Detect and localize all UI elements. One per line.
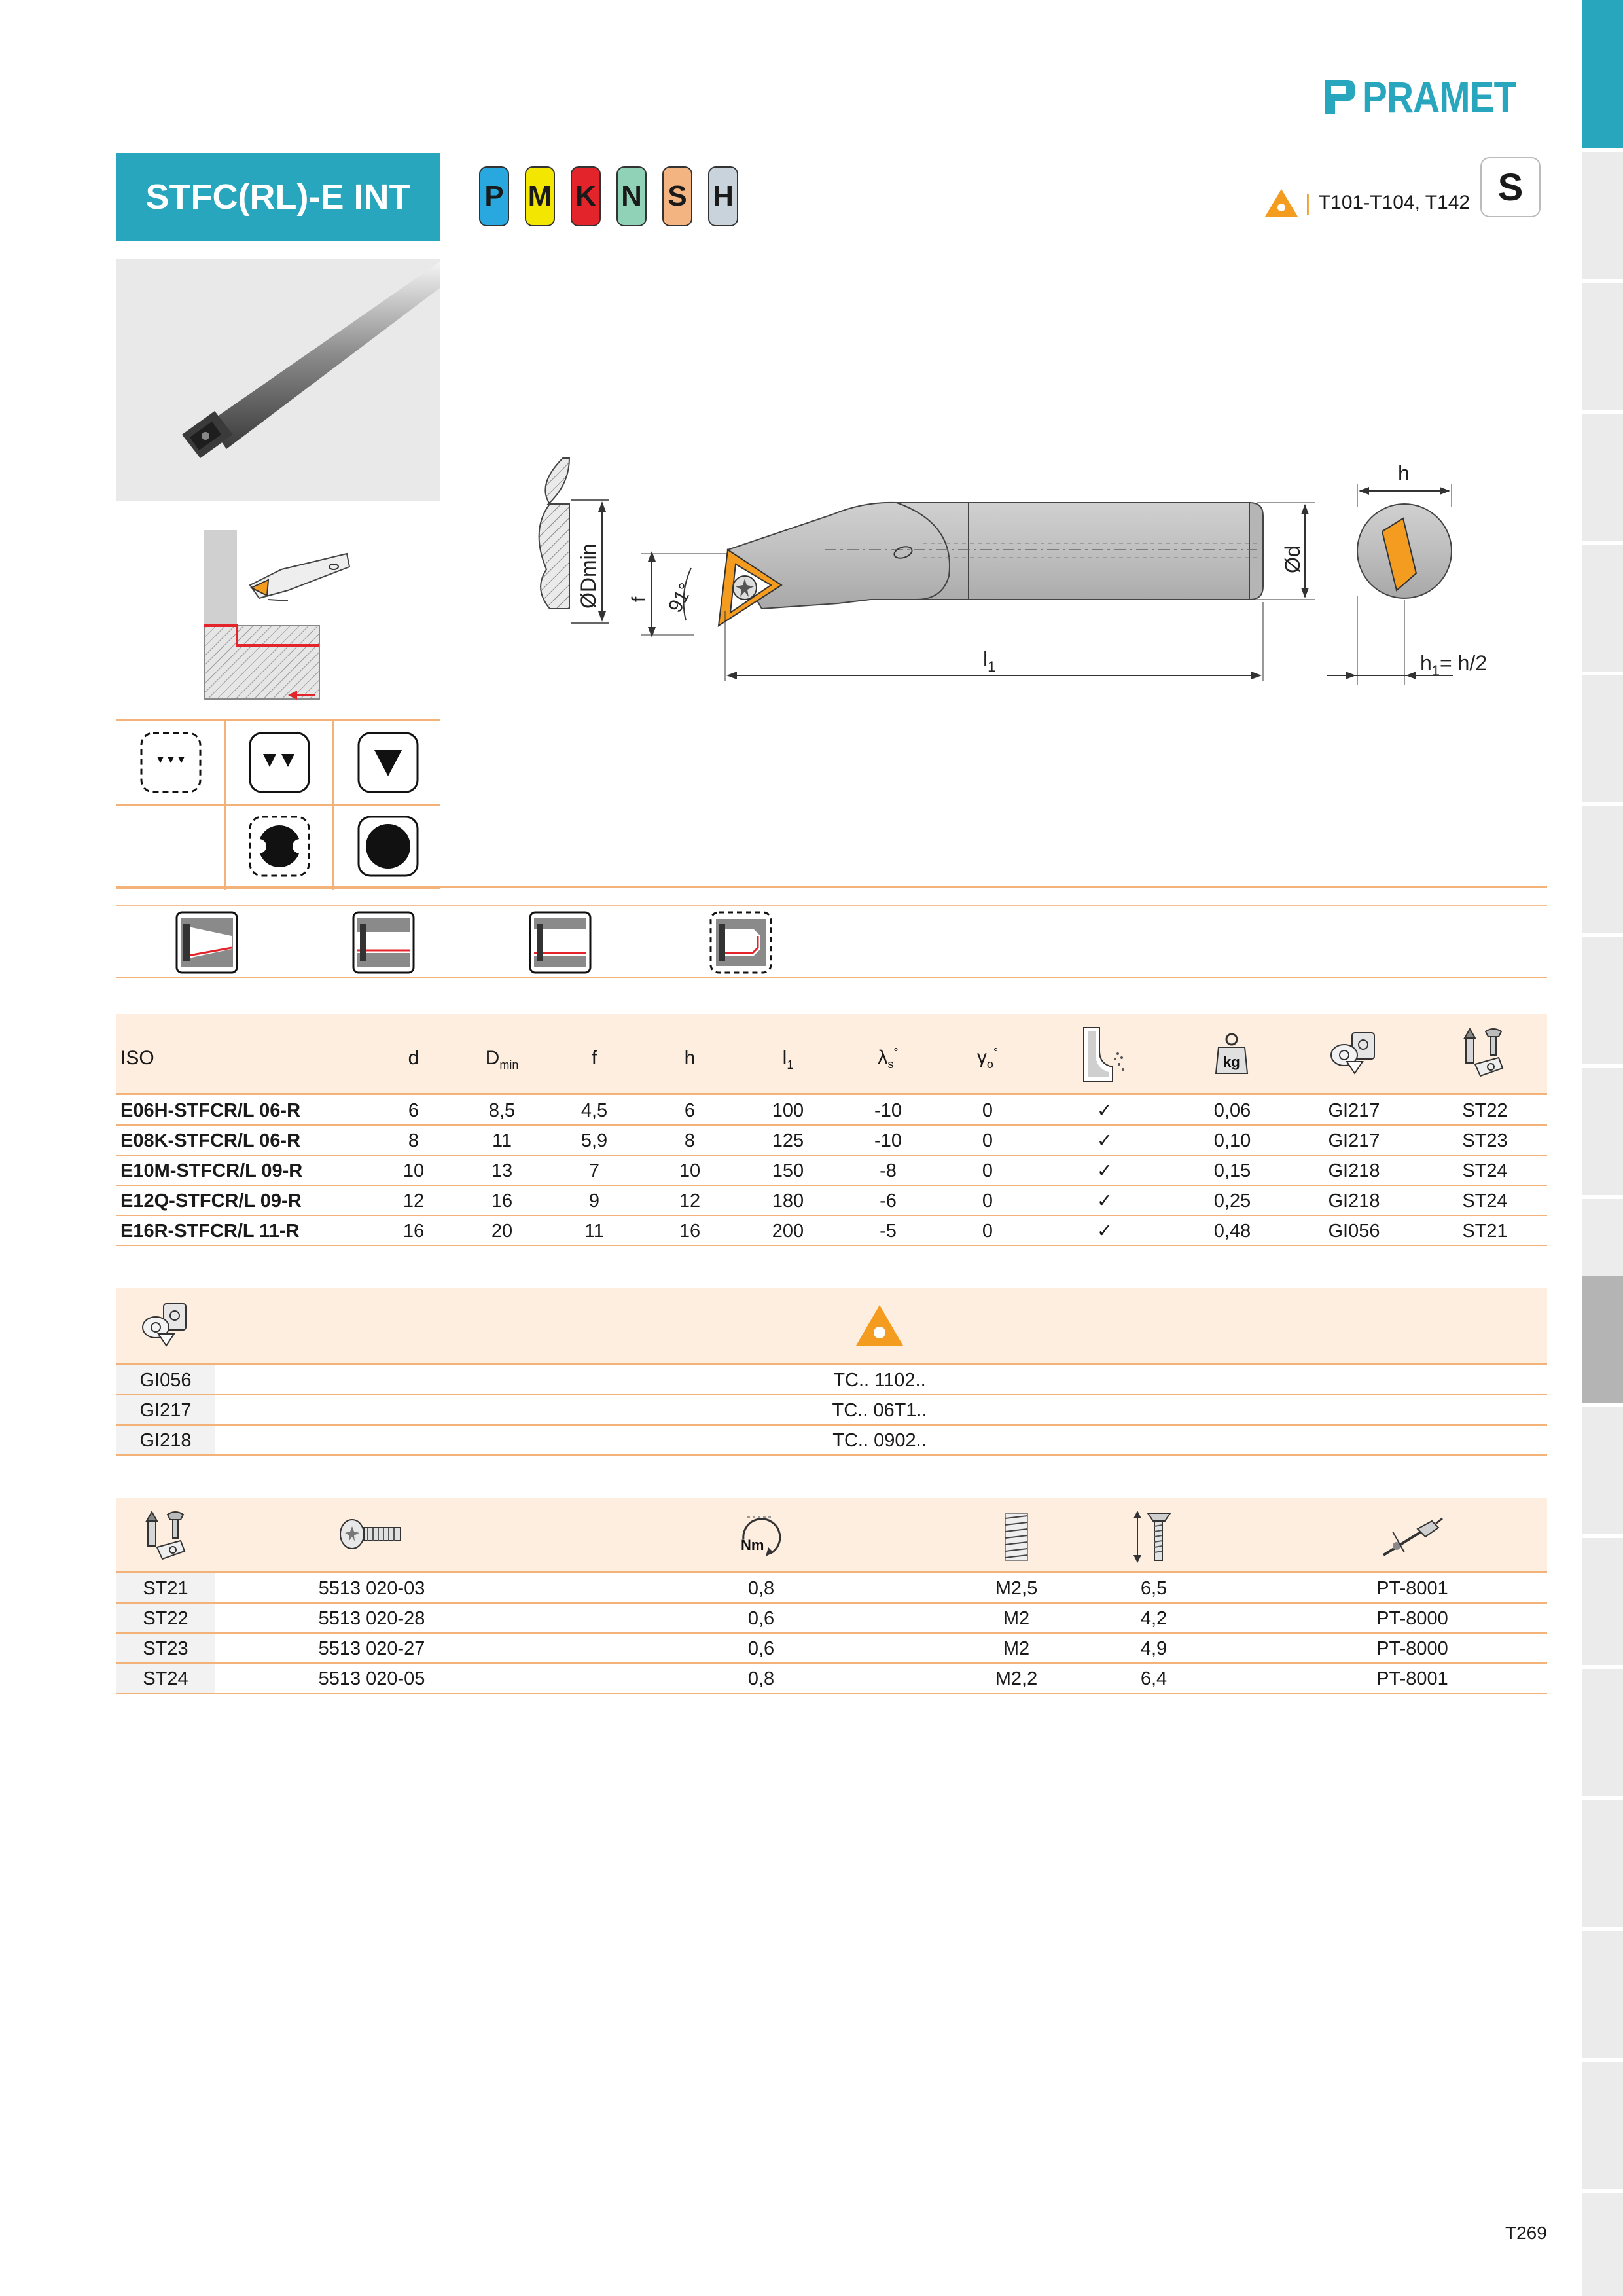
cell-dmin: 20 [491,1221,513,1242]
f-dim-label: f [628,596,650,602]
cell-gamma: 0 [982,1130,993,1151]
cell-f: 7 [588,1160,600,1181]
cell-kg: 0,10 [1213,1130,1251,1151]
material-tag-k: K [571,166,601,226]
screw-torque: 0,6 [747,1608,775,1629]
divider [116,1093,1547,1095]
cell-lambda: -6 [880,1191,897,1211]
side-tab[interactable] [1582,806,1623,937]
stepped-bore-icon [527,910,593,975]
triangle-insert-icon [853,1302,906,1348]
cell-l1: 200 [772,1221,804,1242]
shim-code: GI218 [139,1430,192,1451]
cell-h: 12 [679,1191,701,1211]
dmin-label: ØDmin [577,543,600,609]
cell-kg: 0,48 [1213,1221,1251,1242]
category-letter: S [1480,157,1541,217]
cell-dmin: 13 [491,1160,513,1181]
l1-label: $l_1$ [983,647,996,675]
table-row[interactable] [116,1096,1547,1126]
svg-text:Nm: Nm [741,1537,764,1553]
cell-gamma: 0 [982,1100,993,1121]
table-row[interactable] [116,1126,1547,1156]
cell-f: 5,9 [580,1130,608,1151]
cell-d: 6 [408,1100,419,1121]
side-tab[interactable] [1582,1068,1623,1199]
screw-code: ST22 [143,1608,188,1629]
side-tab[interactable] [1582,1669,1623,1800]
screw-length: 6,5 [1140,1578,1168,1599]
torque-key-icon [1380,1512,1445,1562]
cell-screw[interactable]: ST22 [1462,1100,1508,1121]
side-tab[interactable] [1582,1407,1623,1538]
product-photo [116,259,440,501]
material-tag-m: M [525,166,555,226]
cell-f: 11 [584,1221,605,1242]
screw-length: 4,2 [1140,1608,1168,1629]
table-row[interactable] [116,1216,1547,1246]
thread-icon [1000,1511,1033,1563]
iso-code: E10M-STFCR/L 09-R [120,1160,303,1181]
screw-key[interactable]: PT-8001 [1376,1668,1448,1689]
cell-gamma: 0 [982,1191,993,1211]
cell-d: 10 [402,1160,425,1181]
screw-torque: 0,6 [747,1638,775,1659]
operation-sketch [203,528,357,708]
side-tab[interactable] [1582,283,1623,414]
through-bore-icon [351,910,416,975]
main-table-header [116,1014,1547,1094]
logo-text: PRAMET [1363,73,1516,121]
side-tab[interactable] [1582,1800,1623,1931]
cell-lambda: -8 [880,1160,897,1181]
screw-thread: M2,2 [995,1668,1038,1689]
iso-code: E12Q-STFCR/L 09-R [120,1191,302,1211]
col-dmin: $D_{min}$ [485,1047,519,1071]
screw-key[interactable]: PT-8000 [1376,1638,1448,1659]
angle-label: 91° [664,579,698,617]
screw-part-number[interactable]: 5513 020-28 [318,1608,425,1629]
side-tab[interactable] [1582,152,1623,283]
interrupted-cut-icon [247,814,312,878]
cell-h: 10 [679,1160,701,1181]
medium-depth-icon [247,730,312,795]
screw-thread: M2 [1003,1638,1030,1659]
cell-shim[interactable]: GI217 [1328,1100,1380,1121]
col-iso: ISO [120,1047,154,1069]
table-row[interactable] [116,1604,1547,1634]
continuous-cut-icon [356,814,420,878]
divider [116,1571,1547,1573]
svg-text:kg: kg [1223,1054,1240,1070]
iso-code: E16R-STFCR/L 11-R [120,1221,300,1242]
separator: | [1305,190,1311,215]
product-title: STFC(RL)-E INT [116,153,440,241]
cell-f: 9 [588,1191,600,1211]
screw-thread: M2 [1003,1608,1030,1629]
coolant-icon [1080,1025,1127,1084]
cell-kg: 0,15 [1213,1160,1251,1181]
table-row[interactable] [116,1573,1547,1604]
screw-length-icon [1131,1509,1177,1564]
side-tab[interactable] [1582,675,1623,806]
cell-coolant-check: ✓ [1096,1130,1113,1151]
side-tab-strip [1582,0,1623,2296]
cell-coolant-check: ✓ [1096,1191,1113,1211]
material-tag-h: H [708,166,738,226]
cell-coolant-check: ✓ [1096,1221,1113,1242]
cell-kg: 0,25 [1213,1191,1251,1211]
iso-code: E08K-STFCR/L 06-R [120,1130,301,1151]
cell-dmin: 11 [491,1130,512,1151]
table-row[interactable]: GI056 TC.. 1102.. [116,1365,1547,1395]
col-d: d [408,1047,419,1069]
screw-length: 6,4 [1140,1668,1168,1689]
col-lambda: $\lambda_s^\circ$ [878,1046,899,1071]
cell-lambda: -10 [874,1130,902,1151]
screw-key[interactable]: PT-8001 [1376,1578,1448,1599]
pramet-logo-icon [1322,77,1356,117]
cell-l1: 100 [772,1100,804,1121]
table-row[interactable] [116,1634,1547,1664]
weight-icon [1213,1030,1250,1076]
cell-h: 16 [679,1221,701,1242]
side-tab-current-section[interactable] [1582,1276,1623,1407]
h1-dim-label: $h_1= h/2$ [1420,651,1488,679]
cell-lambda: -10 [874,1100,902,1121]
blind-taper-bore-icon [174,910,240,975]
technical-drawing [497,445,1518,707]
cell-f: 4,5 [580,1100,608,1121]
table-row[interactable] [116,1186,1547,1216]
screw-table-header [116,1498,1547,1572]
cell-l1: 125 [772,1130,804,1151]
shim-code: GI056 [139,1370,192,1391]
torx-screw-icon [338,1515,406,1554]
cell-shim[interactable]: GI217 [1328,1130,1380,1151]
screw-length: 4,9 [1140,1638,1168,1659]
cell-d: 12 [402,1191,425,1211]
col-f: f [591,1047,597,1069]
screw-part-number[interactable]: 5513 020-03 [318,1578,425,1599]
table-row[interactable] [116,1664,1547,1694]
cell-l1: 150 [772,1160,804,1181]
col-gamma: $\gamma_o^\circ$ [976,1046,999,1071]
table-row[interactable]: GI218 TC.. 0902.. [116,1426,1547,1456]
cell-lambda: -5 [880,1221,897,1242]
divider [116,1363,1547,1365]
side-tab[interactable] [1582,2062,1623,2193]
shim-icon [1329,1029,1378,1076]
roughing-depth-icon [356,730,420,795]
cell-h: 8 [684,1130,696,1151]
screw-set-icon [1462,1025,1509,1081]
h-dim-label: h [1398,461,1410,485]
cell-shim[interactable]: GI218 [1328,1160,1380,1181]
d-dim-label: Ød [1281,545,1304,573]
cell-d: 8 [408,1130,419,1151]
insert-ref-text[interactable]: T101-T104, T142 [1318,192,1471,213]
material-tag-n: N [616,166,647,226]
screw-code: ST23 [143,1638,188,1659]
cell-gamma: 0 [982,1221,993,1242]
cell-screw[interactable]: ST21 [1462,1221,1508,1242]
screw-thread: M2,5 [995,1578,1038,1599]
side-tab-active-chapter[interactable] [1582,0,1623,152]
triangle-insert-icon [1263,187,1300,219]
screw-set-icon [144,1508,191,1564]
cell-h: 6 [684,1100,696,1121]
material-tag-p: P [479,166,509,226]
cell-kg: 0,06 [1213,1100,1251,1121]
side-tab[interactable] [1582,1538,1623,1669]
cell-screw[interactable]: ST24 [1462,1191,1508,1211]
screw-part-number[interactable]: 5513 020-05 [318,1668,425,1689]
cell-coolant-check: ✓ [1096,1100,1113,1121]
screw-torque: 0,8 [747,1578,775,1599]
cell-screw[interactable]: ST24 [1462,1160,1508,1181]
blind-bore-profile-icon [708,910,774,975]
feed-direction-arrow-icon [287,689,317,702]
material-tag-s: S [662,166,692,226]
cell-coolant-check: ✓ [1096,1160,1113,1181]
cell-dmin: 16 [491,1191,513,1211]
screw-torque: 0,8 [747,1668,775,1689]
screw-code: ST24 [143,1668,188,1689]
cell-gamma: 0 [982,1160,993,1181]
bore-type-row [116,886,1547,979]
iso-code: E06H-STFCR/L 06-R [120,1100,301,1121]
application-icon-grid [116,719,440,890]
side-tab[interactable] [1582,1931,1623,2062]
shim-code: GI217 [139,1400,192,1421]
cell-shim[interactable]: GI218 [1328,1191,1380,1211]
finishing-depth-icon [139,730,203,795]
side-tab[interactable] [1582,937,1623,1068]
side-tab[interactable] [1582,414,1623,545]
screw-part-number[interactable]: 5513 020-27 [318,1638,425,1659]
table-row[interactable]: GI217 TC.. 06T1.. [116,1395,1547,1426]
col-l1: $l_1$ [782,1047,794,1071]
page-number: T269 [1505,2223,1547,2243]
pramet-logo [1322,73,1541,120]
cell-shim[interactable]: GI056 [1328,1221,1380,1242]
cell-dmin: 8,5 [488,1100,516,1121]
screw-key[interactable]: PT-8000 [1376,1608,1448,1629]
cell-l1: 180 [772,1191,804,1211]
insert-table-header [116,1288,1547,1364]
col-h: h [684,1047,696,1069]
insert-reference [1263,187,1470,219]
cell-screw[interactable]: ST23 [1462,1130,1508,1151]
cell-d: 16 [402,1221,425,1242]
screw-code: ST21 [143,1578,188,1599]
side-tab[interactable] [1582,545,1623,675]
table-row[interactable] [116,1156,1547,1186]
torque-icon [734,1511,788,1563]
shim-icon [140,1300,190,1350]
